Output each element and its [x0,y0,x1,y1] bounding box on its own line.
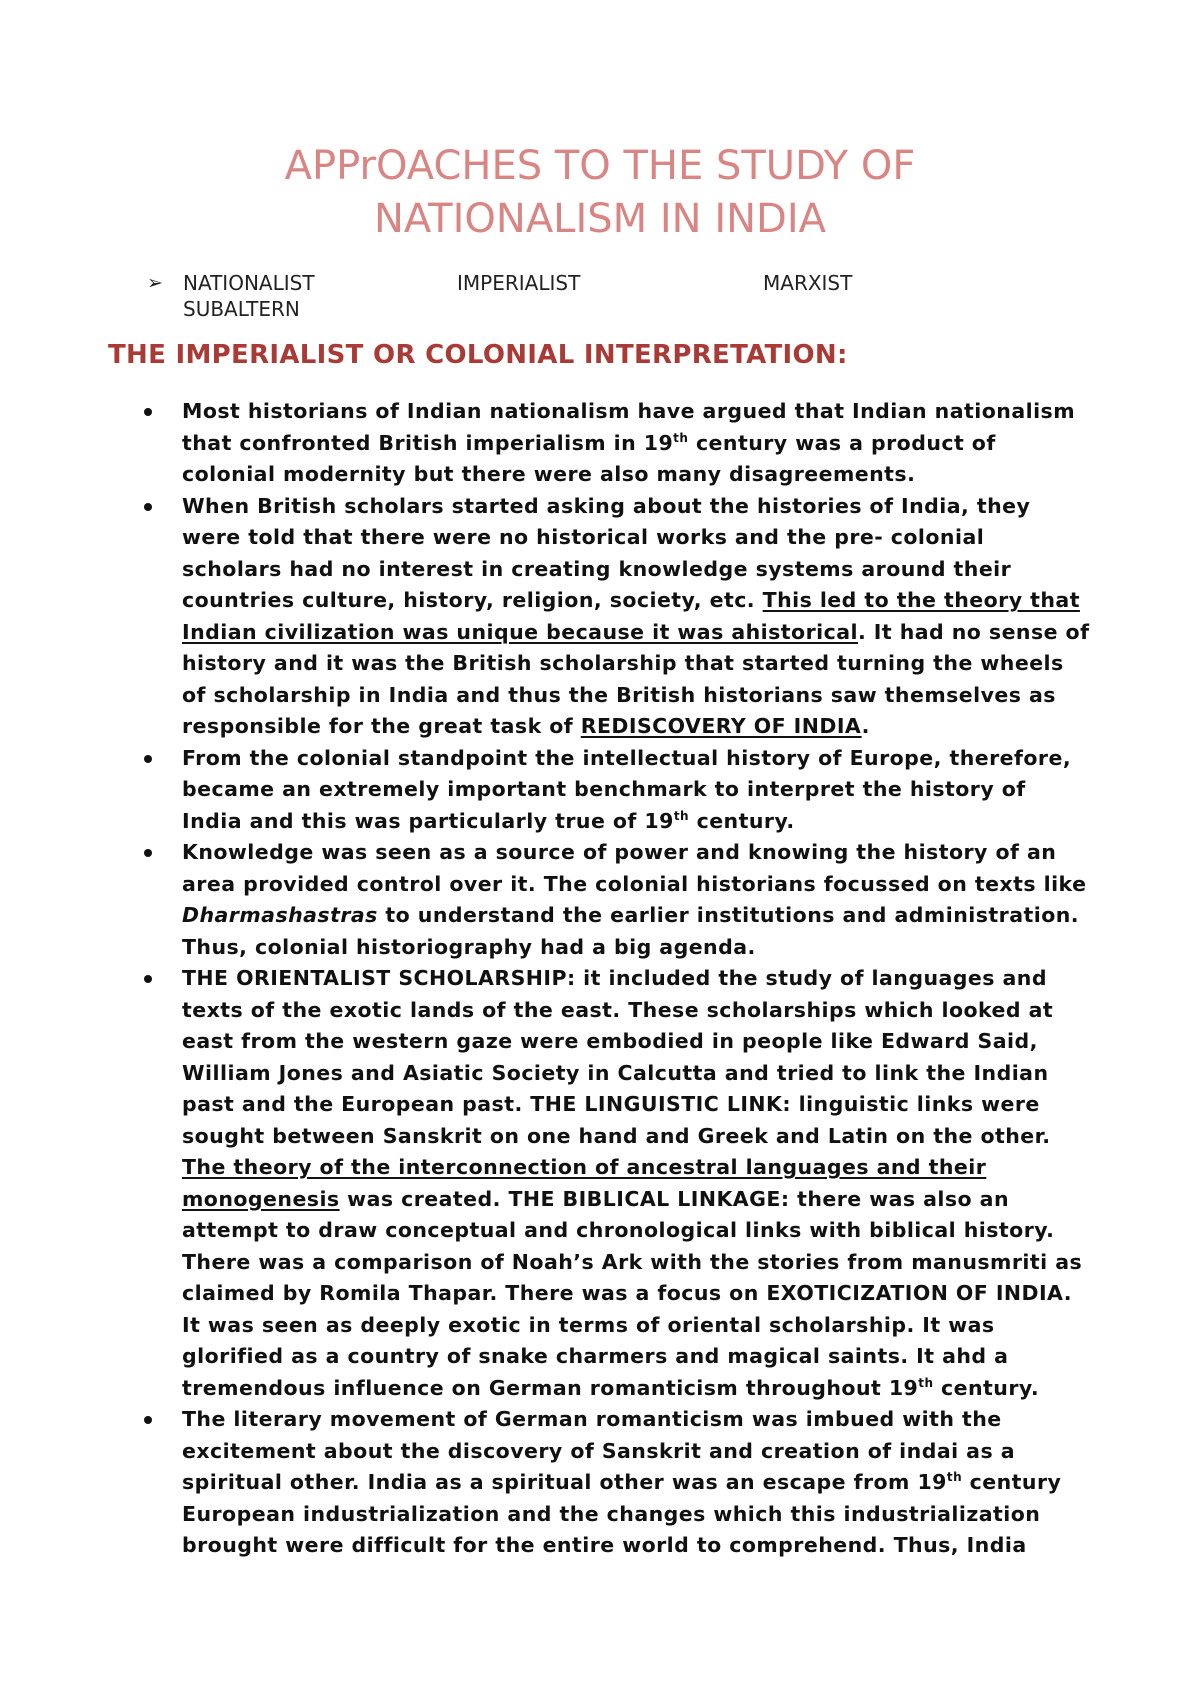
bullet-paragraph-2 [140,491,1090,743]
superscript: th [918,1375,934,1390]
approaches-list [147,270,907,322]
bullet-dot-icon [144,849,152,857]
bullet-paragraph-5 [140,963,1090,1404]
paragraph-text: THE ORIENTALIST SCHOLARSHIP: it included the study of languages and texts of the exotic lands of the east. These scholarships which looked at east from the western gaze were embodied in people like Edward Said, William Jones and Asiatic Society in Calcutta and tried to link the Indian past and the European past. THE LINGUISTIC LINK: linguistic links were sought between Sanskrit on one hand and Greek and Latin on the other. [182,966,1054,1148]
paragraph-text: Knowledge was seen as a source of power and knowing the history of an area provided control over it. The colonial historians focussed on texts like [182,840,1087,896]
section-heading: THE IMPERIALIST OR COLONIAL INTERPRETATION: [108,340,848,370]
arrow-bullet-icon: ➢ [147,272,163,294]
paragraph-text: was created. THE BIBLICAL LINKAGE: there was also an attempt to draw conceptual and chronological links with biblical history. There was a comparison of Noah’s Ark with the stories from manusmriti as claimed by Romila Thapar. There was a focus on EXOTICIZATION OF INDIA. It was seen as deeply exotic in terms of oriental scholarship. It was glorified as a country of snake charmers and magical saints. It ahd a tremendous influence on German romanticism throughout 19 [182,1186,1083,1400]
bullet-dot-icon [144,503,152,511]
superscript: th [673,808,689,823]
paragraph-text: . It had no sense of history and it was the British scholarship that started turning the wheels of scholarship in India and thus the British historians saw themselves as responsible for the great task of [182,619,1090,738]
bullet-dot-icon [144,975,152,983]
bullet-dot-icon [144,755,152,763]
underlined-text: REDISCOVERY OF INDIA [580,714,862,738]
bullet-list [140,396,1090,1562]
paragraph-text: century European industrialization and the changes which this industrialization brought were difficult for the entire world to comprehend. Thus, India [182,1470,1062,1557]
underlined-text: The theory of the interconnection of ancestral languages and their monogenesis [182,1155,987,1211]
paragraph-text: century. [689,808,795,833]
underlined-text: This led to the theory that Indian civilization was unique because it was ahistorical [182,588,1080,644]
approach-marxist: MARXIST [763,271,853,295]
approach-imperialist: IMPERIALIST [457,271,581,295]
approach-subaltern: SUBALTERN [183,297,300,321]
superscript: th [946,1470,963,1485]
bullet-paragraph-6 [140,1404,1090,1562]
approach-nationalist: NATIONALIST [183,271,315,295]
paragraph-text: When British scholars started asking about the histories of India, they were told that there were no historical works and the pre- colonial scholars had no interest in creating knowledge systems around their countries culture, history, religion, society, etc. [182,493,1031,612]
paragraph-text: to understand the earlier institutions and administration. Thus, colonial historiography had a big agenda. [182,903,1080,959]
paragraph-text: From the colonial standpoint the intellectual history of Europe, therefore, became an extremely important benchmark to interpret the history of India and this was particularly true of 19 [182,745,1072,833]
page-title [150,140,1050,246]
paragraph-text: . [861,714,870,738]
bullet-dot-icon [144,1416,152,1424]
title-line-1: APPrOACHES TO THE STUDY OF [284,143,916,189]
paragraph-text: Most historians of Indian nationalism have argued that Indian nationalism that confronted British imperialism in 19 [182,399,1076,455]
superscript: th [673,430,689,445]
title-line-2: NATIONALISM IN INDIA [374,196,826,242]
bullet-paragraph-1 [140,396,1090,491]
paragraph-text: The literary movement of German romanticism was imbued with the excitement about the discovery of Sanskrit and creation of indai as a spiritual other. India as a spiritual other was an escape from 19 [182,1407,1015,1494]
bullet-paragraph-3 [140,743,1090,838]
paragraph-text: century was a product of colonial modernity but there were also many disagreements. [182,430,996,486]
bullet-dot-icon [144,408,152,416]
italic-text: Dharmashastras [182,903,378,927]
bullet-paragraph-4 [140,837,1090,963]
paragraph-text: century. [933,1375,1040,1400]
